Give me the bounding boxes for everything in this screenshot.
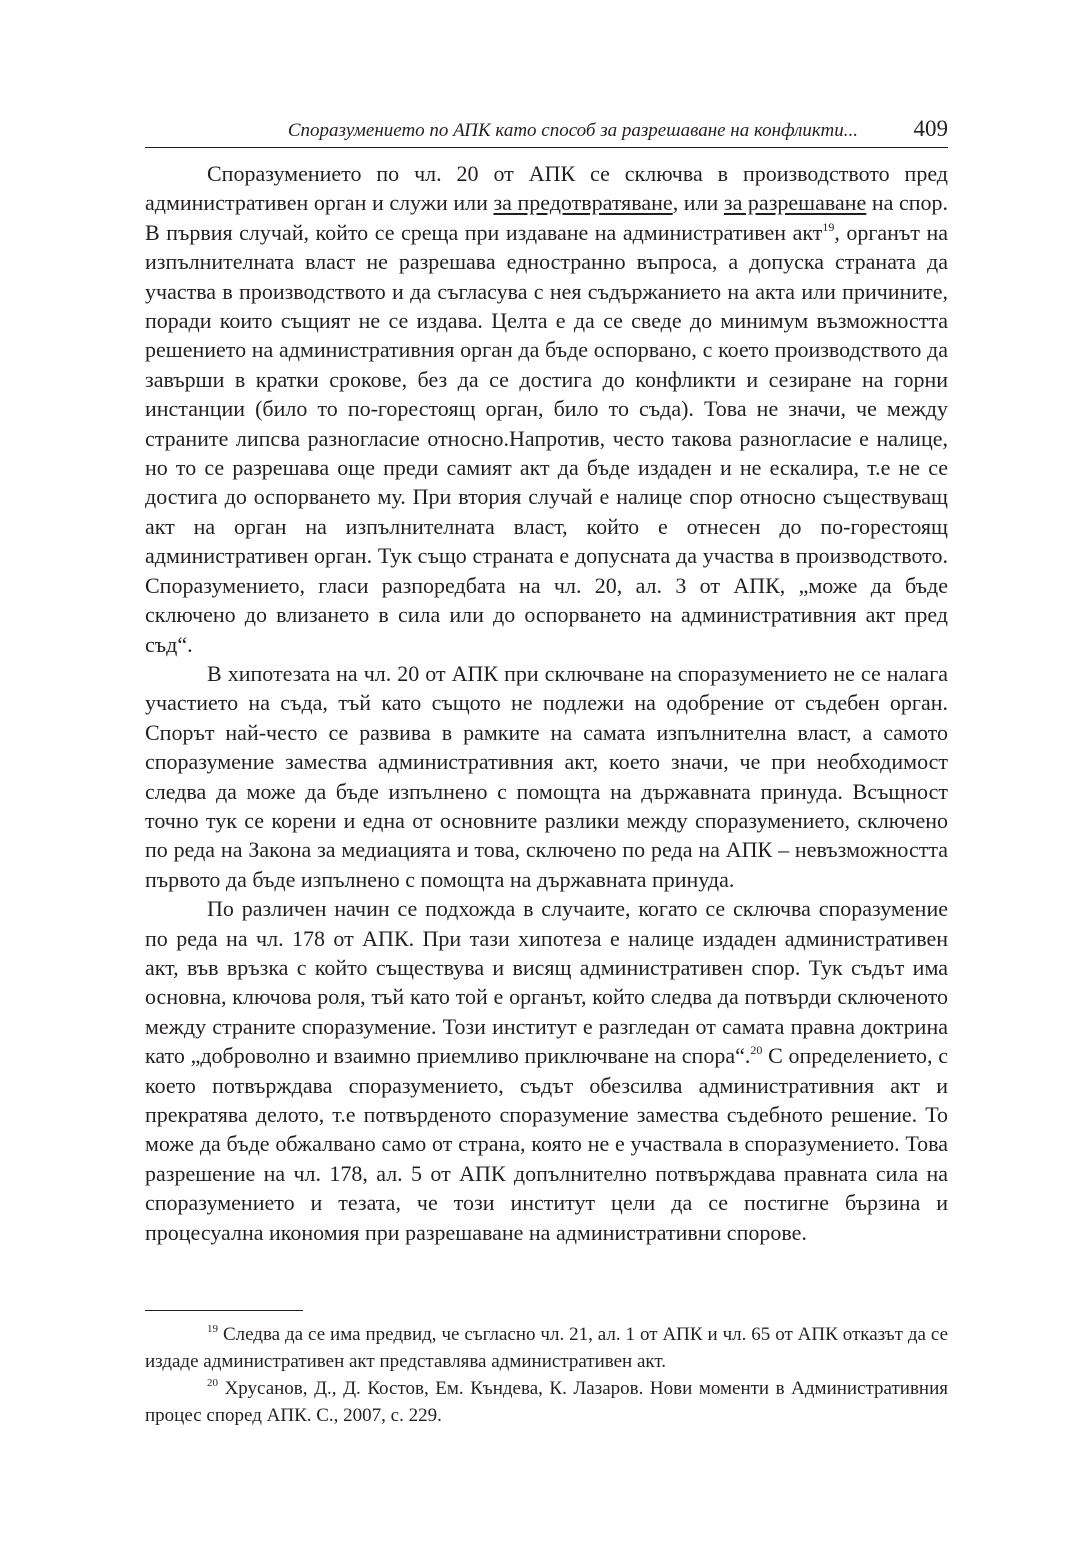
underlined-phrase-resolve: за разрешаване [723, 190, 867, 216]
paragraph-1-text-d: , органът на изпълнителната власт не разрешава едностранно въпроса, а допуска страната да участва в производството и да съгласува с нея съдържанието на акта или причините, поради които същият не се издава. Целта е да се сведе до минимум възможността решението на административния орган да бъде оспорвано, с което производството да завърши в кратки срокове, без да се достига до конфликти и сезиране на горни инстанции (било то по-горестоящ орган, било то съда). Това не значи, че между страните липсва разногласие относно.Напротив, често такова разногласие е налице, но то се разрешава още преди самият акт да бъде издаден и не ескалира, т.е не се достига до оспорването му. При втория случай е налице спор относно съществуващ акт на орган на изпълнителната власт, който е отнесен до по-горестоящ административен орган. Тук също страната е допусната да участва в производството. Споразумението, гласи разпоредбата на чл. 20, ал. 3 от АПК, „може да бъде сключено до влизането в сила или до оспорването на административния акт пред съд“. [145, 219, 949, 657]
paragraph-1-text-a: Споразумението по чл. 20 от АПК се сключва в производството пред административен орган и служи или [145, 161, 948, 216]
footnote-20 [145, 1375, 948, 1429]
paragraph-3-text-b: С определението, с което потвърждава споразумението, съдът обезсилва административния акт и прекратява делото, т.е потвърденото споразумение замества съдебното решение. То може да бъде обжалвано само от страна, която не е участвала в споразумението. Това разрешение на чл. 178, ал. 5 от АПК допълнително потвърждава правната сила на споразумението и тезата, че този институт цели да се постигне бързина и процесуална икономия при разрешаване на административни спорове. [145, 1043, 948, 1245]
paragraph-3 [145, 894, 948, 1247]
page-number: 409 [913, 116, 948, 141]
footnote-separator [145, 1310, 303, 1311]
footnote-number: 20 [207, 1377, 218, 1389]
paragraph-1-text-b: , или [672, 190, 724, 216]
paragraph-1 [145, 159, 948, 659]
footnote-ref-19: 19 [822, 219, 835, 234]
footnote-text: Хрусанов, Д., Д. Костов, Ем. Къндева, К. Лазаров. Нови моменти в Административния процес според АПК. С., 2007, с. 229. [145, 1378, 949, 1426]
paragraph-3-text-a: По различен начин се подхожда в случаите, когато се сключва споразумение по реда на чл. 178 от АПК. При тази хипотеза е налице издаден административен акт, във връзка с който съществува и висящ административен спор. Тук съдът има основна, ключова роля, тъй като той е органът, който следва да потвърди сключеното между страните споразумение. Този институт е разгледан от самата правна доктрина като „доброволно и взаимно приемливо приключване на спора“. [145, 896, 948, 1069]
paragraph-1-text-c: на спор. В първия случай, който се среща при издаване на административен акт [145, 190, 949, 245]
underlined-phrase-prevent: за предотвратяване [493, 190, 673, 216]
footnote-19 [145, 1321, 948, 1375]
running-title: Споразумението по АПК като способ за разрешаване на конфликти... [287, 120, 858, 141]
paragraph-2: В хипотезата на чл. 20 от АПК при сключване на споразумението не се налага участието на съда, тъй като същото не подлежи на одобрение от съдебен орган. Спорът най-често се развива в рамките на самата изпълнителна власт, а самото споразумение замества административния акт, което значи, че при необходимост следва да може да бъде изпълнено с помощта на държавната принуда. Всъщност точно тук се корени и една от основните разлики между споразумението, сключено по реда на Закона за медиацията и това, сключено по реда на АПК – невъзможността първото да бъде изпълнено с помощта на държавната принуда. [145, 660, 948, 892]
footnote-text: Следва да се има предвид, че съгласно чл. 21, ал. 1 от АПК и чл. 65 от АПК отказът да се издаде административен акт представлява административен акт. [145, 1324, 949, 1372]
body-text [145, 159, 948, 1247]
running-header [145, 113, 948, 148]
footnote-ref-20: 20 [750, 1043, 763, 1058]
footnotes [145, 1321, 948, 1429]
footnote-number: 19 [207, 1323, 218, 1335]
